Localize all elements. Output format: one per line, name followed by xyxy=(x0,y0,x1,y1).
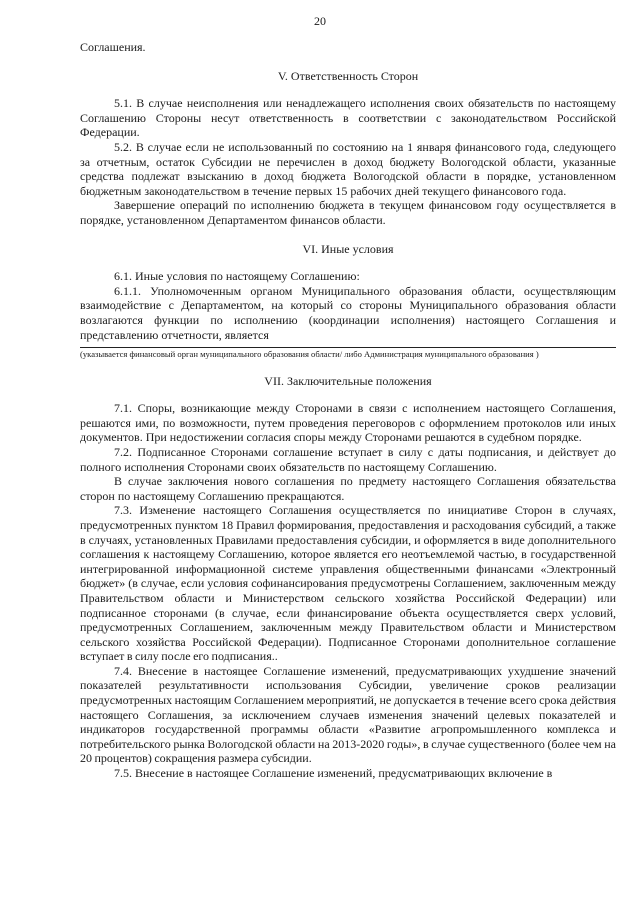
clause-7-1: 7.1. Споры, возникающие между Сторонами в связи с исполнением настоящего Соглашения, решаются ими, по возможности, путем проведения переговоров с оформлением протоколов или иных документов. При недостижении согласия споры между Сторонами решаются в судебном порядке. xyxy=(80,401,616,445)
clause-5-2: 5.2. В случае если не использованный по состоянию на 1 января финансового года, следующего за отчетным, остаток Субсидии не перечислен в доход бюджету Вологодской области, указанные средства подлежат взысканию в доход бюджета Вологодской области в порядке, установленном бюджетным законодательством в течение первых 15 рабочих дней текущего финансового года. xyxy=(80,139,616,198)
clause-5-1: 5.1. В случае неисполнения или ненадлежащего исполнения своих обязательств по настоящему Соглашению Стороны несут ответственность в соответствии с законодательством Российской Федерации. xyxy=(80,96,616,140)
clause-7-2: 7.2. Подписанное Сторонами соглашение вступает в силу с даты подписания, и действует до полного исполнения Сторонами своих обязательств по настоящему Соглашению. xyxy=(80,444,616,474)
page-number: 20 xyxy=(314,14,326,28)
section-heading-6: VI. Иные условия xyxy=(302,241,394,256)
clause-6-1: 6.1. Иные условия по настоящему Соглашению: xyxy=(114,269,360,284)
section-heading-5: V. Ответственность Сторон xyxy=(277,68,419,83)
paragraph-continuation: Соглашения. xyxy=(80,40,146,54)
clause-7-3: 7.3. Изменение настоящего Соглашения осуществляется по инициативе Сторон в случаях, предусмотренных пунктом 18 Правил формирования, предоставления и расходования субсидий, а также в случаях, установленных Правилами предоставления субсидии, и оформляется в виде дополнительного соглашения к настоящему Соглашению, которое является его неотъемлемой частью, в государственной интегрированной информационной системе управления общественными финансами «Электронный бюджет» (в случае, если условия софинансирования предусмотрены Соглашением, заключенным между Правительством области и Министерством сельского хозяйства Российской Федерации) или подписанное сторонами (в случае, если финансирование объекта осуществляется сверх условий, предусмотренных Соглашением, заключенным между Правительством области и Министерством сельского хозяйства Российской Федерации). Подписанное Сторонами дополнительное соглашение вступает в силу после его подписания.. xyxy=(80,503,616,664)
clause-7-4: 7.4. Внесение в настоящее Соглашение изменений, предусматривающих ухудшение значений показателей результативности использования Субсидии, увеличение сроков реализации предусмотренных настоящим Соглашением мероприятий, не допускается в течение всего срока действия настоящего Соглашения, за исключением случаев изменения значений целевых показателей и индикаторов государственной программы области «Развитие агропромышленного комплекса и потребительского рынка Вологодской области на 2013-2020 годы», в случае существенного (более чем на 20 процентов) сокращения размера субсидии. xyxy=(80,663,616,766)
clause-7-2-new-agreement: В случае заключения нового соглашения по предмету настоящего Соглашения обязательства сторон по настоящему Соглашению прекращаются. xyxy=(80,474,616,503)
clause-7-5: 7.5. Внесение в настоящее Соглашение изменений, предусматривающих включение в xyxy=(114,766,553,781)
page-body xyxy=(80,40,616,781)
fill-in-footnote: (указывается финансовый орган муниципального образования области/ либо Администрация муниципального образования ) xyxy=(80,349,539,360)
clause-5-2-completion: Завершение операций по исполнению бюджета в текущем финансовом году осуществляется в порядке, установленном Департаментом финансов области. xyxy=(80,198,616,227)
section-heading-7: VII. Заключительные положения xyxy=(264,373,432,388)
clause-6-1-1: 6.1.1. Уполномоченным органом Муниципального образования области, осуществляющим взаимодействие с Департаментом, на который со стороны Муниципального образования области возлагаются функции по исполнению (координации исполнения) настоящего Соглашения и представлению отчетности, является xyxy=(80,283,616,342)
fill-in-line xyxy=(80,347,616,348)
